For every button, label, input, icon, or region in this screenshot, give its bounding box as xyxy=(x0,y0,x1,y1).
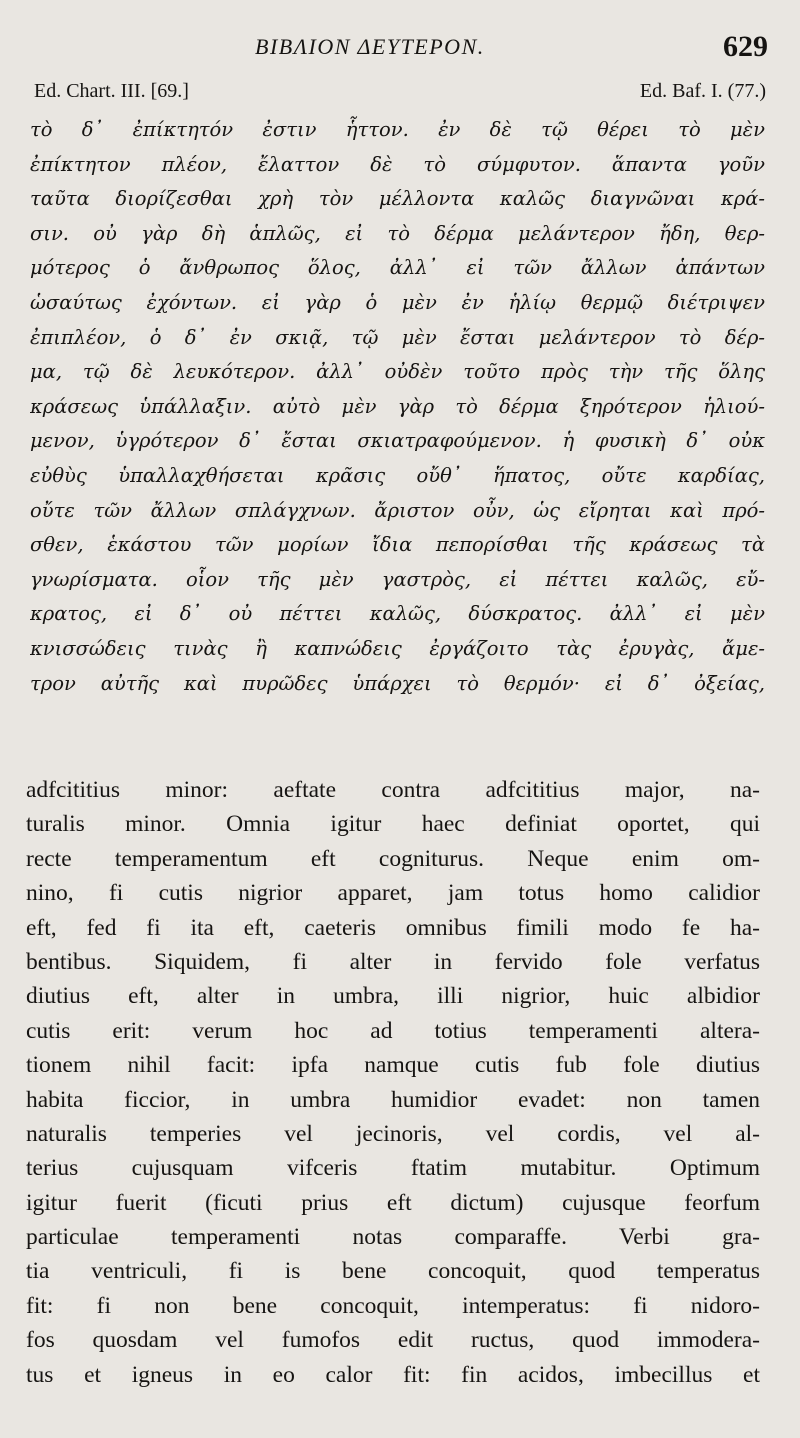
latin-line: habita ficcior, in umbra humidior evadet: non tamen xyxy=(26,1086,760,1113)
edition-chartier-reference: Ed. Chart. III. [69.] xyxy=(34,80,189,102)
greek-text-block xyxy=(30,113,765,701)
latin-line: fos quosdam vel fumofos edit ructus, quod immodera- xyxy=(26,1327,760,1354)
latin-line: fit: fi non bene concoquit, intemperatus: fi nidoro- xyxy=(26,1292,760,1319)
latin-line: particulae temperamenti notas comparaffe. Verbi gra- xyxy=(26,1224,760,1251)
greek-line: κνισσώδεις τινὰς ἢ καπνώδεις ἐργάζοιτο τὰς ἐρυγὰς, ἄμε- xyxy=(30,636,765,660)
greek-line: τὸ δ᾽ ἐπίκτητόν ἐστιν ἧττον. ἐν δὲ τῷ θέρει τὸ μὲν xyxy=(30,118,765,141)
greek-line: σθεν, ἑκάστου τῶν μορίων ἴδια πεπορίσθαι τῆς κράσεως τὰ xyxy=(30,533,765,557)
latin-line: adfcititius minor: aeftate contra adfcititius major, na- xyxy=(26,777,760,803)
edition-basel-reference: Ed. Baf. I. (77.) xyxy=(639,80,766,102)
latin-line: eft, fed fi ita eft, caeteris omnibus fimili modo fe ha- xyxy=(26,914,760,941)
latin-text-block xyxy=(26,773,760,1392)
latin-line: tia ventriculi, fi is bene concoquit, quod temperatus xyxy=(26,1258,760,1285)
greek-line: τρον αὐτῆς καὶ πυρῶδες ὑπάρχει τὸ θερμόν· εἰ δ᾽ ὀξείας, xyxy=(30,671,765,695)
latin-line: naturalis temperies vel jecinoris, vel cordis, vel al- xyxy=(26,1120,760,1147)
latin-line: cutis erit: verum hoc ad totius temperamenti altera- xyxy=(26,1017,760,1044)
running-head xyxy=(0,30,800,70)
greek-line: μα, τῷ δὲ λευκότερον. ἀλλ᾽ οὐδὲν τοῦτο πρὸς τὴν τῆς ὅλης xyxy=(30,360,765,384)
greek-line: κράσεως ὑπάλλαξιν. αὐτὸ μὲν γὰρ τὸ δέρμα ξηρότερον ἡλιού- xyxy=(30,394,765,418)
latin-line: terius cujusquam vifceris ftatim mutabitur. Optimum xyxy=(26,1155,760,1182)
latin-line: bentibus. Siquidem, fi alter in fervido fole verfatus xyxy=(26,948,760,975)
greek-line: ἐπιπλέον, ὁ δ᾽ ἐν σκιᾷ, τῷ μὲν ἔσται μελάντερον τὸ δέρ- xyxy=(30,325,765,349)
page-number: 629 xyxy=(723,30,768,63)
greek-line: μενον, ὑγρότερον δ᾽ ἔσται σκιατραφούμενον. ἡ φυσικὴ δ᾽ οὐκ xyxy=(30,429,765,453)
greek-line: σιν. οὐ γὰρ δὴ ἁπλῶς, εἰ τὸ δέρμα μελάντερον ἤδη, θερ- xyxy=(30,221,765,245)
greek-line: μότερος ὁ ἄνθρωπος ὅλος, ἀλλ᾽ εἰ τῶν ἄλλων ἁπάντων xyxy=(30,256,765,280)
running-title: ΒΙΒΛΙΟΝ ΔΕΥΤΕΡΟΝ. xyxy=(255,34,485,59)
greek-line: οὔτε τῶν ἄλλων σπλάγχνων. ἄριστον οὖν, ὡς εἴρηται καὶ πρό- xyxy=(30,498,765,522)
greek-line: ταῦτα διορίζεσθαι χρὴ τὸν μέλλοντα καλῶς διαγνῶναι κρά- xyxy=(30,187,765,211)
latin-line: diutius eft, alter in umbra, illi nigrior, huic albidior xyxy=(26,983,760,1010)
latin-line: turalis minor. Omnia igitur haec definiat oportet, qui xyxy=(26,811,760,838)
greek-line: εὐθὺς ὑπαλλαχθήσεται κρᾶσις οὔθ᾽ ἥπατος, οὔτε καρδίας, xyxy=(30,463,765,487)
latin-line: tus et igneus in eo calor fit: fin acidos, imbecillus et xyxy=(26,1361,760,1388)
latin-line: igitur fuerit (ficuti prius eft dictum) cujusque feorfum xyxy=(26,1189,760,1216)
greek-line: ὡσαύτως ἐχόντων. εἰ γὰρ ὁ μὲν ἐν ἡλίῳ θερμῷ διέτριψεν xyxy=(30,290,765,314)
greek-line: κρατος, εἰ δ᾽ οὐ πέττει καλῶς, δύσκρατος. ἀλλ᾽ εἰ μὲν xyxy=(30,602,765,626)
edition-reference-line xyxy=(34,80,766,108)
latin-line: nino, fi cutis nigrior apparet, jam totus homo calidior xyxy=(26,880,760,907)
latin-line: tionem nihil facit: ipfa namque cutis fub fole diutius xyxy=(26,1052,760,1079)
greek-line: ἐπίκτητον πλέον, ἔλαττον δὲ τὸ σύμφυτον. ἅπαντα γοῦν xyxy=(30,152,765,176)
latin-line: recte temperamentum eft cogniturus. Neque enim om- xyxy=(26,845,760,872)
greek-line: γνωρίσματα. οἷον τῆς μὲν γαστρὸς, εἰ πέττει καλῶς, εὔ- xyxy=(30,567,765,591)
